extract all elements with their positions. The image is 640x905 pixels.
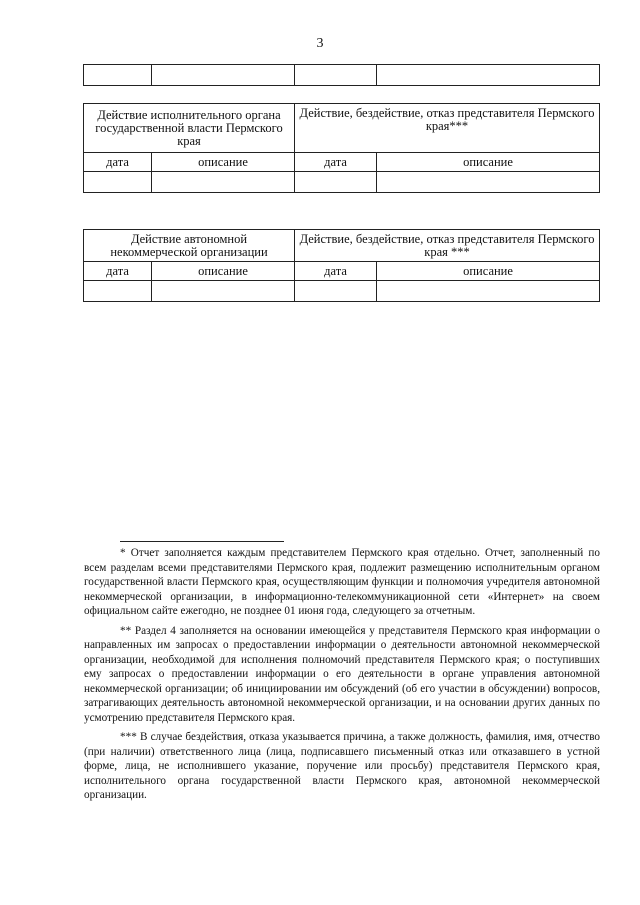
table-row [84, 65, 600, 86]
table-ano-actions [83, 229, 600, 302]
col-description: описание [152, 262, 295, 281]
table-header-row [84, 230, 600, 262]
table-cell [152, 172, 295, 193]
col-date: дата [295, 262, 377, 281]
table-cell [84, 172, 152, 193]
table-executive-actions [83, 103, 600, 193]
col-date: дата [84, 262, 152, 281]
footnote-divider [120, 541, 284, 542]
table-cell [84, 65, 152, 86]
table-row [84, 281, 600, 302]
table-subheader-row [84, 153, 600, 172]
footnote-1: * Отчет заполняется каждым представителем Пермского края отдельно. Отчет, заполненный по всем разделам всеми представителями Пермского края, подлежит размещению исполнительным органом государственной власти Пермского края, осуществляющим функции и полномочия учредителя автономной некоммерческой организации, в информационно-телекоммуникационной сети «Интернет» на своем официальном сайте ежегодно, не позднее 01 июня года, следующего за отчетным. [84, 547, 600, 617]
table-subheader-row [84, 262, 600, 281]
table-row [84, 172, 600, 193]
col-description: описание [377, 153, 600, 172]
col-description: описание [152, 153, 295, 172]
page-number: 3 [316, 36, 324, 51]
footnote-2: ** Раздел 4 заполняется на основании имеющейся у представителя Пермского края информации о направленных им запросах о предоставлении информации о деятельности автономной некоммерческой организации, необходимой для исполнения полномочий представителя Пермского края; о поступивших ему запросах о предоставлении информации о его деятельности в органе управления автономной некоммерческой организации; об инициировании им обсуждений (об его участии в обсуждении) вопросов, затрагивающих деятельность автономной некоммерческой организации, и на основании других данных по усмотрению представителя Пермского края. [84, 624, 600, 724]
header-representative-action: Действие, бездействие, отказ представителя Пермского края *** [295, 230, 600, 262]
table-header-row [84, 104, 600, 153]
table-cell [295, 281, 377, 302]
table-cell [84, 281, 152, 302]
header-ano-action: Действие автономной некоммерческой организации [84, 230, 295, 262]
table-cell [377, 281, 600, 302]
header-executive-action: Действие исполнительного органа государственной власти Пермского края [84, 104, 295, 153]
footnotes [84, 546, 600, 808]
table-cell [295, 172, 377, 193]
footnote-3: *** В случае бездействия, отказа указывается причина, а также должность, фамилия, имя, отчество (при наличии) ответственного лица (лица, подписавшего письменный отказ или отказавшего в устной форме, лица, не исполнившего указание, поручение или просьбу) представителя Пермского края, исполнительного органа государственной власти Пермского края, автономной некоммерческой организации. [84, 731, 600, 801]
table-cell [295, 65, 377, 86]
header-representative-action: Действие, бездействие, отказ представителя Пермского края*** [295, 104, 600, 153]
col-description: описание [377, 262, 600, 281]
table-cell [377, 172, 600, 193]
table-cell [377, 65, 600, 86]
table-continuation [83, 64, 600, 86]
col-date: дата [295, 153, 377, 172]
table-cell [152, 65, 295, 86]
col-date: дата [84, 153, 152, 172]
table-cell [152, 281, 295, 302]
